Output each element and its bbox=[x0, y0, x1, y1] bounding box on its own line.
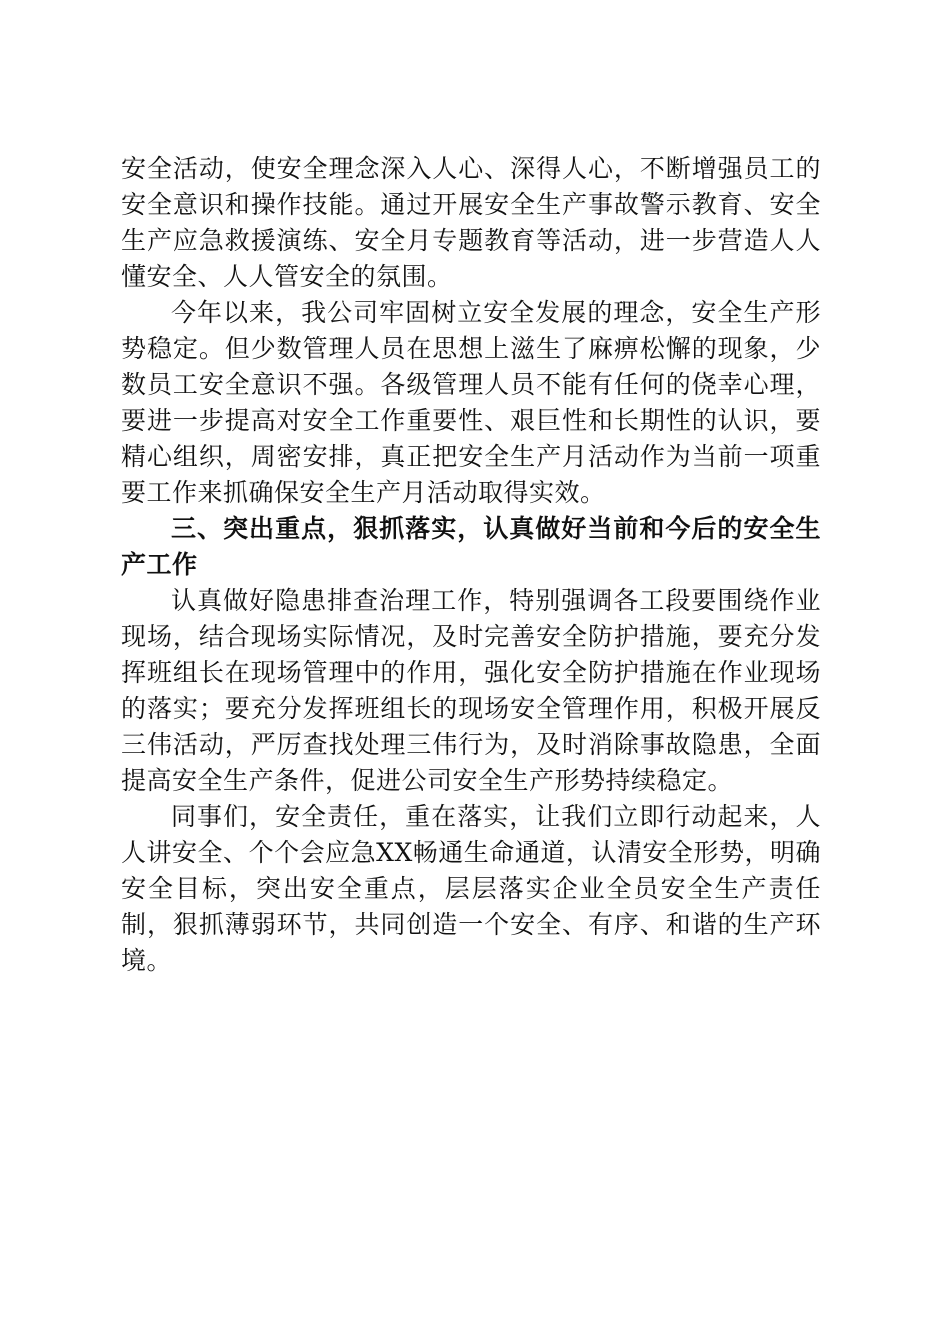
document-body bbox=[121, 151, 821, 979]
paragraph-hazard-inspection: 认真做好隐患排查治理工作，特别强调各工段要围绕作业现场，结合现场实际情况，及时完善安全防护措施，要充分发挥班组长在现场管理中的作用，强化安全防护措施在作业现场的落实；要充分发挥班组长的现场安全管理作用，积极开展反三伟活动，严厉查找处理三伟行为，及时消除事故隐患，全面提高安全生产条件，促进公司安全生产形势持续稳定。 bbox=[121, 586, 821, 795]
paragraph-closing: 同事们，安全责任，重在落实，让我们立即行动起来，人人讲安全、个个会应急XX畅通生命通道，认清安全形势，明确安全目标，突出安全重点，层层落实企业全员安全生产责任制，狠抓薄弱环节，共同创造一个安全、有序、和谐的生产环境。 bbox=[121, 802, 821, 975]
paragraph-continuation: 安全活动，使安全理念深入人心、深得人心，不断增强员工的安全意识和操作技能。通过开展安全生产事故警示教育、安全生产应急救援演练、安全月专题教育等活动，进一步营造人人懂安全、人人管安全的氛围。 bbox=[121, 154, 821, 291]
paragraph-safety-situation: 今年以来，我公司牢固树立安全发展的理念，安全生产形势稳定。但少数管理人员在思想上滋生了麻痹松懈的现象，少数员工安全意识不强。各级管理人员不能有任何的侥幸心理，要进一步提高对安全工作重要性、艰巨性和长期性的认识，要精心组织，周密安排，真正把安全生产月活动作为当前一项重要工作来抓确保安全生产月活动取得实效。 bbox=[121, 298, 821, 507]
section-heading-3: 三、突出重点，狠抓落实，认真做好当前和今后的安全生产工作 bbox=[121, 514, 821, 579]
